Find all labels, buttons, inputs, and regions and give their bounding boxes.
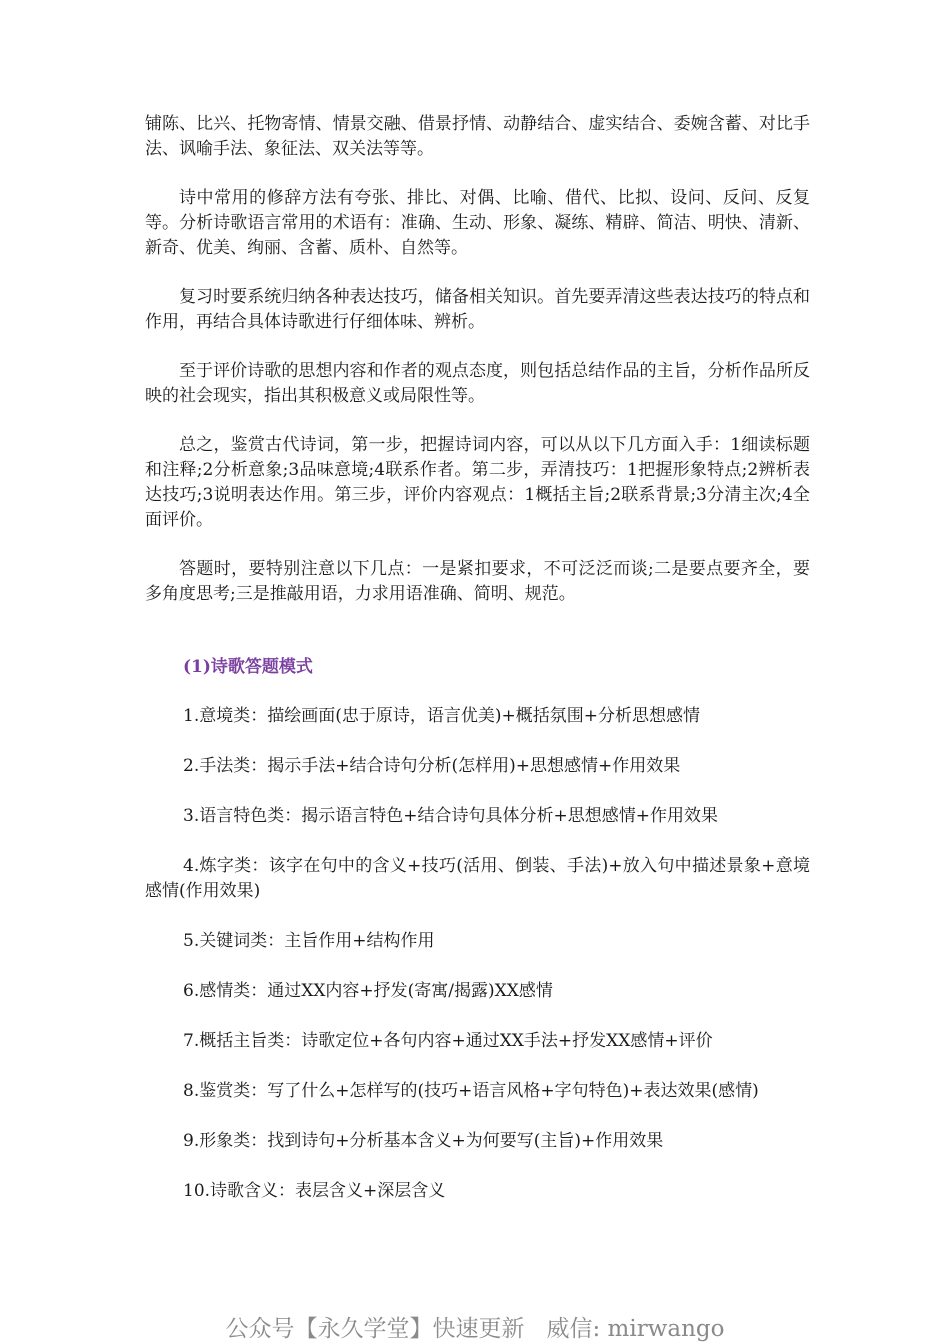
list-item: 10.诗歌含义：表层含义+深层含义 — [183, 1181, 446, 1201]
paragraph-rhetoric: 诗中常用的修辞方法有夸张、排比、对偶、比喻、借代、比拟、设问、反问、反复等。分析诗歌语言常用的术语有：准确、生动、形象、凝练、精辟、简洁、明快、清新、新奇、优美、绚丽、含蓄、质朴、自然等。 — [145, 188, 810, 258]
list-item: 3.语言特色类：揭示语言特色+结合诗句具体分析+思想感情+作用效果 — [183, 806, 718, 826]
footer-watermark: 公众号【永久学堂】快速更新 威信: mirwango — [225, 1316, 725, 1342]
list-item: 4.炼字类：该字在句中的含义+技巧(活用、倒装、手法)+放入句中描述景象+意境感情(作用效果) — [145, 856, 810, 901]
list-item: 1.意境类：描绘画面(忠于原诗，语言优美)+概括氛围+分析思想感情 — [183, 706, 700, 726]
list-item: 2.手法类：揭示手法+结合诗句分析(怎样用)+思想感情+作用效果 — [183, 756, 681, 776]
paragraph-evaluation: 至于评价诗歌的思想内容和作者的观点态度，则包括总结作品的主旨，分析作品所反映的社会现实，指出其积极意义或局限性等。 — [145, 361, 810, 406]
paragraph-summary: 总之，鉴赏古代诗词，第一步，把握诗词内容，可以从以下几方面入手：1细读标题和注释;2分析意象;3品味意境;4联系作者。第二步，弄清技巧：1把握形象特点;2辨析表达技巧;3说明表达作用。第三步，评价内容观点：1概括主旨;2联系背景;3分清主次;4全面评价。 — [145, 435, 810, 530]
list-item: 5.关键词类：主旨作用+结构作用 — [183, 931, 435, 951]
list-item: 8.鉴赏类：写了什么+怎样写的(技巧+语言风格+字句特色)+表达效果(感情) — [183, 1081, 759, 1101]
paragraph-review: 复习时要系统归纳各种表达技巧，储备相关知识。首先要弄清这些表达技巧的特点和作用，再结合具体诗歌进行仔细体味、辨析。 — [145, 287, 810, 332]
list-item: 6.感情类：通过XX内容+抒发(寄寓/揭露)XX感情 — [183, 981, 553, 1001]
list-item: 7.概括主旨类：诗歌定位+各句内容+通过XX手法+抒发XX感情+评价 — [183, 1031, 713, 1051]
list-item: 9.形象类：找到诗句+分析基本含义+为何要写(主旨)+作用效果 — [183, 1131, 664, 1151]
document-body — [145, 112, 810, 1229]
paragraph-techniques: 铺陈、比兴、托物寄情、情景交融、借景抒情、动静结合、虚实结合、委婉含蓄、对比手法、讽喻手法、象征法、双关法等等。 — [145, 114, 810, 159]
answer-mode-list — [145, 704, 810, 1204]
paragraph-answering: 答题时，要特别注意以下几点：一是紧扣要求，不可泛泛而谈;二是要点要齐全，要多角度思考;三是推敲用语，力求用语准确、简明、规范。 — [145, 559, 810, 604]
section-heading: (1)诗歌答题模式 — [183, 657, 313, 677]
